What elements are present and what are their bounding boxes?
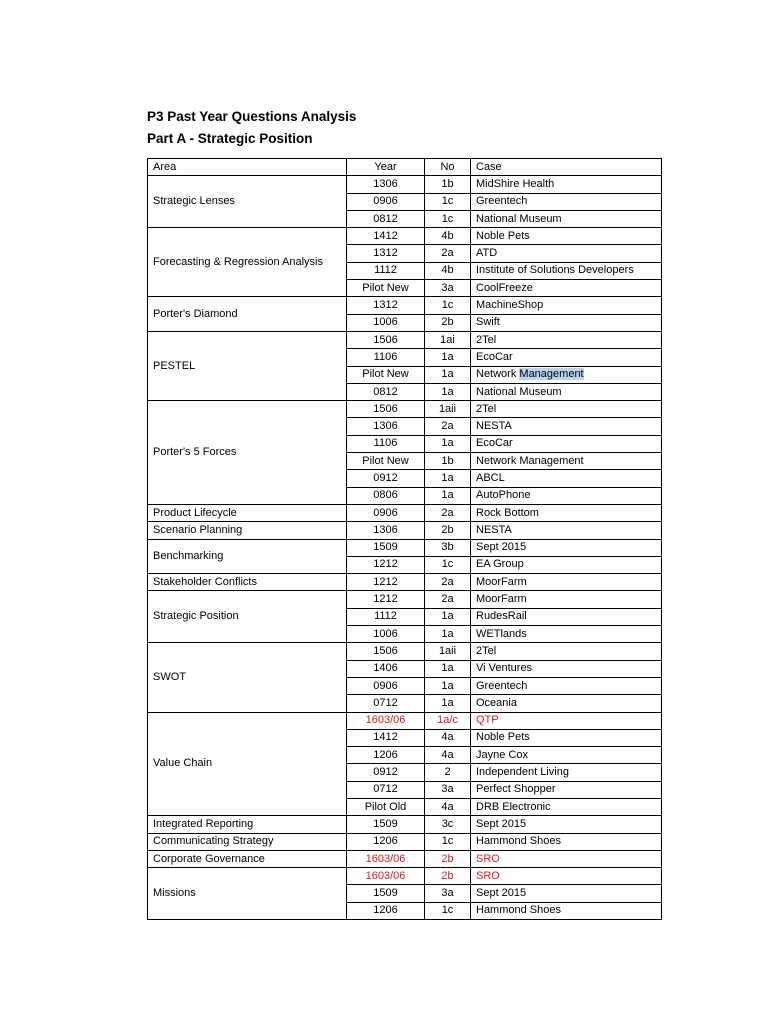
year-cell: 1206 — [347, 747, 425, 764]
case-text: ABCL — [476, 471, 505, 484]
table-row — [148, 401, 662, 418]
number-cell: 1a — [425, 677, 471, 694]
number-cell: 2a — [425, 504, 471, 521]
case-text: MidShire Health — [476, 177, 555, 190]
number-cell: 4b — [425, 228, 471, 245]
case-cell — [471, 522, 662, 539]
case-cell — [471, 729, 662, 746]
header-year: Year — [347, 159, 425, 176]
case-cell — [471, 193, 662, 210]
case-cell — [471, 764, 662, 781]
number-cell: 1aii — [425, 401, 471, 418]
case-text: NESTA — [476, 420, 512, 433]
area-cell: Corporate Governance — [148, 850, 347, 867]
year-cell: Pilot New — [347, 280, 425, 297]
case-text: National Museum — [476, 385, 562, 398]
case-text: RudesRail — [476, 610, 527, 623]
case-cell — [471, 781, 662, 798]
number-cell: 1ai — [425, 331, 471, 348]
case-text: Perfect Shopper — [476, 783, 556, 796]
number-cell: 1a — [425, 695, 471, 712]
case-text: ATD — [476, 247, 498, 260]
case-text: Hammond Shoes — [476, 904, 561, 917]
year-cell: 1306 — [347, 418, 425, 435]
number-cell: 3c — [425, 816, 471, 833]
table-row — [148, 591, 662, 608]
case-cell — [471, 626, 662, 643]
area-cell: Integrated Reporting — [148, 816, 347, 833]
year-cell: 1306 — [347, 522, 425, 539]
area-cell: Communicating Strategy — [148, 833, 347, 850]
header-area: Area — [148, 159, 347, 176]
number-cell: 3b — [425, 539, 471, 556]
year-cell: 1412 — [347, 729, 425, 746]
year-cell: Pilot Old — [347, 798, 425, 815]
questions-table — [147, 158, 662, 920]
case-cell — [471, 660, 662, 677]
number-cell: 2 — [425, 764, 471, 781]
case-cell — [471, 331, 662, 348]
table-row — [148, 522, 662, 539]
case-text: Noble Pets — [476, 229, 530, 242]
case-cell — [471, 695, 662, 712]
number-cell: 2b — [425, 314, 471, 331]
year-cell: 1106 — [347, 349, 425, 366]
case-cell — [471, 383, 662, 400]
case-text: AutoPhone — [476, 489, 531, 502]
number-cell: 1b — [425, 176, 471, 193]
number-cell: 4b — [425, 262, 471, 279]
case-text: Swift — [476, 316, 500, 329]
area-cell: PESTEL — [148, 331, 347, 400]
case-text: Network Management — [476, 454, 584, 467]
number-cell: 1c — [425, 210, 471, 227]
case-cell — [471, 366, 662, 383]
number-cell: 1a — [425, 383, 471, 400]
case-cell — [471, 176, 662, 193]
area-cell: SWOT — [148, 643, 347, 712]
case-text: Jayne Cox — [476, 748, 528, 761]
year-cell: Pilot New — [347, 366, 425, 383]
case-text: 2Tel — [476, 644, 497, 657]
year-cell: 1506 — [347, 331, 425, 348]
case-text: EcoCar — [476, 350, 513, 363]
table-row — [148, 850, 662, 867]
number-cell: 1c — [425, 833, 471, 850]
number-cell: 2a — [425, 245, 471, 262]
case-text: WETlands — [476, 627, 527, 640]
number-cell: 1a/c — [425, 712, 471, 729]
case-text: EA Group — [476, 558, 524, 571]
case-text: Institute of Solutions Developers — [476, 264, 634, 277]
year-cell: 1206 — [347, 902, 425, 919]
area-cell: Value Chain — [148, 712, 347, 816]
case-text: 2Tel — [476, 333, 497, 346]
case-cell — [471, 453, 662, 470]
number-cell: 1a — [425, 470, 471, 487]
selected-text-highlight[interactable]: Management — [519, 368, 584, 381]
number-cell: 1a — [425, 349, 471, 366]
number-cell: 4a — [425, 729, 471, 746]
number-cell: 1b — [425, 453, 471, 470]
year-cell: 0806 — [347, 487, 425, 504]
number-cell: 1c — [425, 297, 471, 314]
case-text: 2Tel — [476, 402, 497, 415]
case-cell — [471, 418, 662, 435]
year-cell: 1603/06 — [347, 850, 425, 867]
number-cell: 2b — [425, 868, 471, 885]
year-cell: 0906 — [347, 677, 425, 694]
number-cell: 1a — [425, 487, 471, 504]
case-text: Noble Pets — [476, 731, 530, 744]
year-cell: 1112 — [347, 262, 425, 279]
table-row — [148, 868, 662, 885]
year-cell: 1506 — [347, 401, 425, 418]
year-cell: Pilot New — [347, 453, 425, 470]
case-cell — [471, 314, 662, 331]
header-no: No — [425, 159, 471, 176]
case-text: MachineShop — [476, 299, 544, 312]
table-row — [148, 643, 662, 660]
area-cell: Stakeholder Conflicts — [148, 574, 347, 591]
case-cell — [471, 591, 662, 608]
area-cell: Product Lifecycle — [148, 504, 347, 521]
number-cell: 1a — [425, 435, 471, 452]
table-row — [148, 712, 662, 729]
case-cell — [471, 245, 662, 262]
case-text: Sept 2015 — [476, 541, 527, 554]
case-text: QTP — [476, 714, 499, 727]
case-text: SRO — [476, 869, 500, 882]
table-row — [148, 539, 662, 556]
year-cell: 0812 — [347, 383, 425, 400]
case-cell — [471, 608, 662, 625]
header-case: Case — [471, 159, 662, 176]
case-text: Hammond Shoes — [476, 835, 561, 848]
case-cell — [471, 210, 662, 227]
year-cell: 1006 — [347, 626, 425, 643]
year-cell: 1312 — [347, 297, 425, 314]
case-text: Network — [476, 368, 517, 381]
table-row — [148, 176, 662, 193]
case-text: MoorFarm — [476, 593, 527, 606]
case-cell — [471, 539, 662, 556]
case-text: SRO — [476, 852, 500, 865]
case-cell — [471, 885, 662, 902]
year-cell: 1006 — [347, 314, 425, 331]
year-cell: 1603/06 — [347, 712, 425, 729]
case-cell — [471, 850, 662, 867]
case-text: Independent Living — [476, 766, 569, 779]
year-cell: 0812 — [347, 210, 425, 227]
year-cell: 0712 — [347, 781, 425, 798]
document-title: P3 Past Year Questions Analysis — [147, 109, 357, 124]
year-cell: 1312 — [347, 245, 425, 262]
number-cell: 2a — [425, 591, 471, 608]
table-row — [148, 228, 662, 245]
case-text: Greentech — [476, 679, 528, 692]
case-cell — [471, 747, 662, 764]
table-row — [148, 574, 662, 591]
case-cell — [471, 262, 662, 279]
number-cell: 1a — [425, 660, 471, 677]
area-cell: Porter's Diamond — [148, 297, 347, 332]
number-cell: 1a — [425, 366, 471, 383]
case-cell — [471, 297, 662, 314]
number-cell: 1c — [425, 902, 471, 919]
year-cell: 1509 — [347, 885, 425, 902]
area-cell: Benchmarking — [148, 539, 347, 574]
case-cell — [471, 435, 662, 452]
case-text: MoorFarm — [476, 575, 527, 588]
case-text: Greentech — [476, 195, 528, 208]
year-cell: 1412 — [347, 228, 425, 245]
year-cell: 1506 — [347, 643, 425, 660]
case-text: Oceania — [476, 696, 517, 709]
case-text: Rock Bottom — [476, 506, 539, 519]
year-cell: 1106 — [347, 435, 425, 452]
table-row — [148, 297, 662, 314]
number-cell: 1c — [425, 556, 471, 573]
year-cell: 1112 — [347, 608, 425, 625]
case-text: CoolFreeze — [476, 281, 533, 294]
table-row — [148, 833, 662, 850]
case-cell — [471, 868, 662, 885]
number-cell: 2a — [425, 418, 471, 435]
area-cell: Scenario Planning — [148, 522, 347, 539]
case-cell — [471, 643, 662, 660]
case-text: NESTA — [476, 523, 512, 536]
area-cell: Strategic Position — [148, 591, 347, 643]
year-cell: 1206 — [347, 833, 425, 850]
year-cell: 0912 — [347, 470, 425, 487]
case-text: Vi Ventures — [476, 662, 533, 675]
number-cell: 2a — [425, 574, 471, 591]
year-cell: 1306 — [347, 176, 425, 193]
case-cell — [471, 816, 662, 833]
area-cell: Strategic Lenses — [148, 176, 347, 228]
case-text: DRB Electronic — [476, 800, 551, 813]
year-cell: 1406 — [347, 660, 425, 677]
year-cell: 1509 — [347, 816, 425, 833]
year-cell: 0912 — [347, 764, 425, 781]
case-cell — [471, 401, 662, 418]
case-cell — [471, 798, 662, 815]
table-header-row — [148, 159, 662, 176]
case-cell — [471, 574, 662, 591]
case-cell — [471, 712, 662, 729]
area-cell: Forecasting & Regression Analysis — [148, 228, 347, 297]
year-cell: 1212 — [347, 556, 425, 573]
number-cell: 3a — [425, 280, 471, 297]
number-cell: 4a — [425, 798, 471, 815]
case-cell — [471, 833, 662, 850]
document-subtitle: Part A - Strategic Position — [147, 131, 313, 146]
area-cell: Missions — [148, 868, 347, 920]
case-text: EcoCar — [476, 437, 513, 450]
year-cell: 0906 — [347, 504, 425, 521]
case-cell — [471, 280, 662, 297]
case-cell — [471, 470, 662, 487]
case-text: National Museum — [476, 212, 562, 225]
number-cell: 3a — [425, 885, 471, 902]
year-cell: 1603/06 — [347, 868, 425, 885]
table-body — [148, 176, 662, 920]
number-cell: 1a — [425, 626, 471, 643]
case-cell — [471, 228, 662, 245]
area-cell: Porter's 5 Forces — [148, 401, 347, 505]
case-text: Sept 2015 — [476, 817, 527, 830]
case-cell — [471, 504, 662, 521]
table-row — [148, 504, 662, 521]
number-cell: 2b — [425, 522, 471, 539]
year-cell: 1509 — [347, 539, 425, 556]
number-cell: 1c — [425, 193, 471, 210]
case-cell — [471, 677, 662, 694]
year-cell: 0906 — [347, 193, 425, 210]
number-cell: 4a — [425, 747, 471, 764]
case-text: Sept 2015 — [476, 887, 527, 900]
number-cell: 3a — [425, 781, 471, 798]
table-row — [148, 816, 662, 833]
case-cell — [471, 556, 662, 573]
table-row — [148, 331, 662, 348]
case-cell — [471, 349, 662, 366]
number-cell: 2b — [425, 850, 471, 867]
year-cell: 1212 — [347, 574, 425, 591]
case-cell — [471, 487, 662, 504]
number-cell: 1aii — [425, 643, 471, 660]
year-cell: 0712 — [347, 695, 425, 712]
case-cell — [471, 902, 662, 919]
number-cell: 1a — [425, 608, 471, 625]
year-cell: 1212 — [347, 591, 425, 608]
